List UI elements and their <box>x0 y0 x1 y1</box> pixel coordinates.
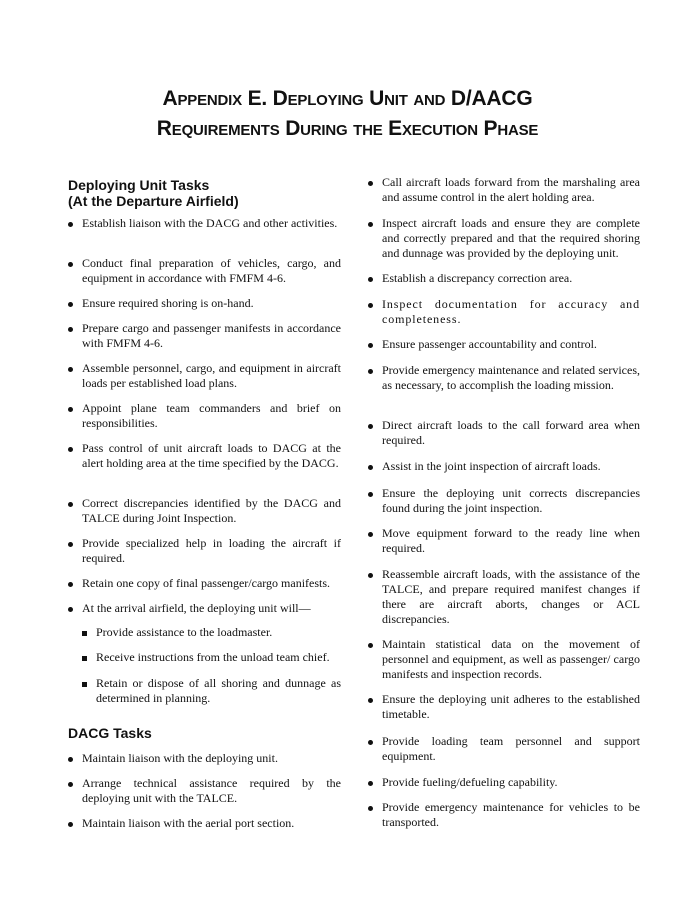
deploying-unit-tasks-heading: Deploying Unit Tasks <box>68 177 210 193</box>
dacg-task-item: Maintain statistical data on the movement of personnel and equipment, as well as passenger/ cargo manifests and inspection records. <box>382 637 640 681</box>
bullet-icon <box>68 407 73 412</box>
dacg-task-item: Assist in the joint inspection of aircraft loads. <box>382 459 601 473</box>
bullet-icon <box>368 222 373 227</box>
bullet-icon <box>368 343 373 348</box>
bullet-icon <box>68 222 73 227</box>
bullet-icon <box>68 822 73 827</box>
bullet-icon <box>368 643 373 648</box>
bullet-icon <box>68 782 73 787</box>
bullet-icon <box>68 502 73 507</box>
dacg-task-item: Maintain liaison with the deploying unit. <box>82 751 278 765</box>
square-bullet-icon <box>82 682 87 687</box>
appendix-title-line-2: Requirements During the Execution Phase <box>156 117 539 140</box>
dacg-task-item: Provide emergency maintenance for vehicles to be transported. <box>382 800 640 829</box>
arrival-subtask-item: Provide assistance to the loadmaster. <box>96 625 273 639</box>
bullet-icon <box>368 740 373 745</box>
square-bullet-icon <box>82 631 87 636</box>
appendix-title-line-1: Appendix E. Deploying Unit and D/AACG <box>162 87 533 110</box>
deploying-task-item: Retain one copy of final passenger/cargo manifests. <box>82 576 331 590</box>
deploying-task-item: Conduct final preparation of vehicles, cargo, and equipment in accordance with FMFM 4-6. <box>82 256 341 285</box>
dacg-task-item: Ensure passenger accountability and control. <box>382 337 597 351</box>
dacg-task-item: Ensure the deploying unit adheres to the established timetable. <box>382 692 640 721</box>
bullet-icon <box>68 582 73 587</box>
departure-airfield-subheading: (At the Departure Airfield) <box>68 193 239 209</box>
dacg-tasks-heading: DACG Tasks <box>68 725 152 741</box>
bullet-icon <box>368 532 373 537</box>
dacg-task-item: Provide fueling/defueling capability. <box>382 775 558 789</box>
dacg-task-item: Maintain liaison with the aerial port section. <box>82 816 295 830</box>
dacg-task-item: Establish a discrepancy correction area. <box>382 271 573 285</box>
bullet-icon <box>368 492 373 497</box>
deploying-task-item: Correct discrepancies identified by the DACG and TALCE during Joint Inspection. <box>82 496 341 525</box>
bullet-icon <box>68 607 73 612</box>
deploying-task-item: Establish liaison with the DACG and other activities. <box>82 216 338 230</box>
deploying-task-item: At the arrival airfield, the deploying unit will— <box>82 601 311 615</box>
square-bullet-icon <box>82 656 87 661</box>
bullet-icon <box>368 781 373 786</box>
dacg-task-item: Inspect aircraft loads and ensure they are complete and correctly prepared and that the required shoring and dunnage was provided by the deploying unit. <box>382 216 640 260</box>
dacg-task-item: Direct aircraft loads to the call forward area when required. <box>382 418 640 447</box>
dacg-task-item: Reassemble aircraft loads, with the assistance of the TALCE, and prepare required manifest changes if there are aircraft aborts, changes or ACL discrepancies. <box>382 567 640 626</box>
bullet-icon <box>68 757 73 762</box>
bullet-icon <box>68 542 73 547</box>
deploying-task-item: Assemble personnel, cargo, and equipment in aircraft loads per established load plans. <box>82 361 341 390</box>
deploying-task-item: Provide specialized help in loading the aircraft if required. <box>82 536 341 565</box>
deploying-task-item: Appoint plane team commanders and brief on responsibilities. <box>82 401 341 430</box>
deploying-task-item: Prepare cargo and passenger manifests in accordance with FMFM 4-6. <box>82 321 341 350</box>
deploying-task-item: Pass control of unit aircraft loads to DACG at the alert holding area at the time specified by the DACG. <box>82 441 341 470</box>
dacg-task-item: Move equipment forward to the ready line when required. <box>382 526 640 555</box>
dacg-task-item: Inspect documentation for accuracy and completeness. <box>382 297 640 326</box>
bullet-icon <box>368 369 373 374</box>
deploying-task-item: Ensure required shoring is on-hand. <box>82 296 254 310</box>
dacg-task-item: Ensure the deploying unit corrects discrepancies found during the joint inspection. <box>382 486 640 515</box>
bullet-icon <box>68 367 73 372</box>
dacg-task-item: Provide loading team personnel and support equipment. <box>382 734 640 763</box>
dacg-task-item: Arrange technical assistance required by the deploying unit with the TALCE. <box>82 776 341 805</box>
bullet-icon <box>368 698 373 703</box>
dacg-task-item: Call aircraft loads forward from the marshaling area and assume control in the alert holding area. <box>382 175 640 204</box>
bullet-icon <box>368 181 373 186</box>
bullet-icon <box>68 447 73 452</box>
dacg-task-item: Provide emergency maintenance and related services, as necessary, to accomplish the loading mission. <box>382 363 640 392</box>
bullet-icon <box>368 573 373 578</box>
arrival-subtask-item: Receive instructions from the unload team chief. <box>96 650 330 664</box>
bullet-icon <box>68 327 73 332</box>
bullet-icon <box>368 806 373 811</box>
bullet-icon <box>68 262 73 267</box>
bullet-icon <box>368 465 373 470</box>
arrival-subtask-item: Retain or dispose of all shoring and dunnage as determined in planning. <box>96 676 341 705</box>
bullet-icon <box>68 302 73 307</box>
bullet-icon <box>368 277 373 282</box>
bullet-icon <box>368 303 373 308</box>
bullet-icon <box>368 424 373 429</box>
